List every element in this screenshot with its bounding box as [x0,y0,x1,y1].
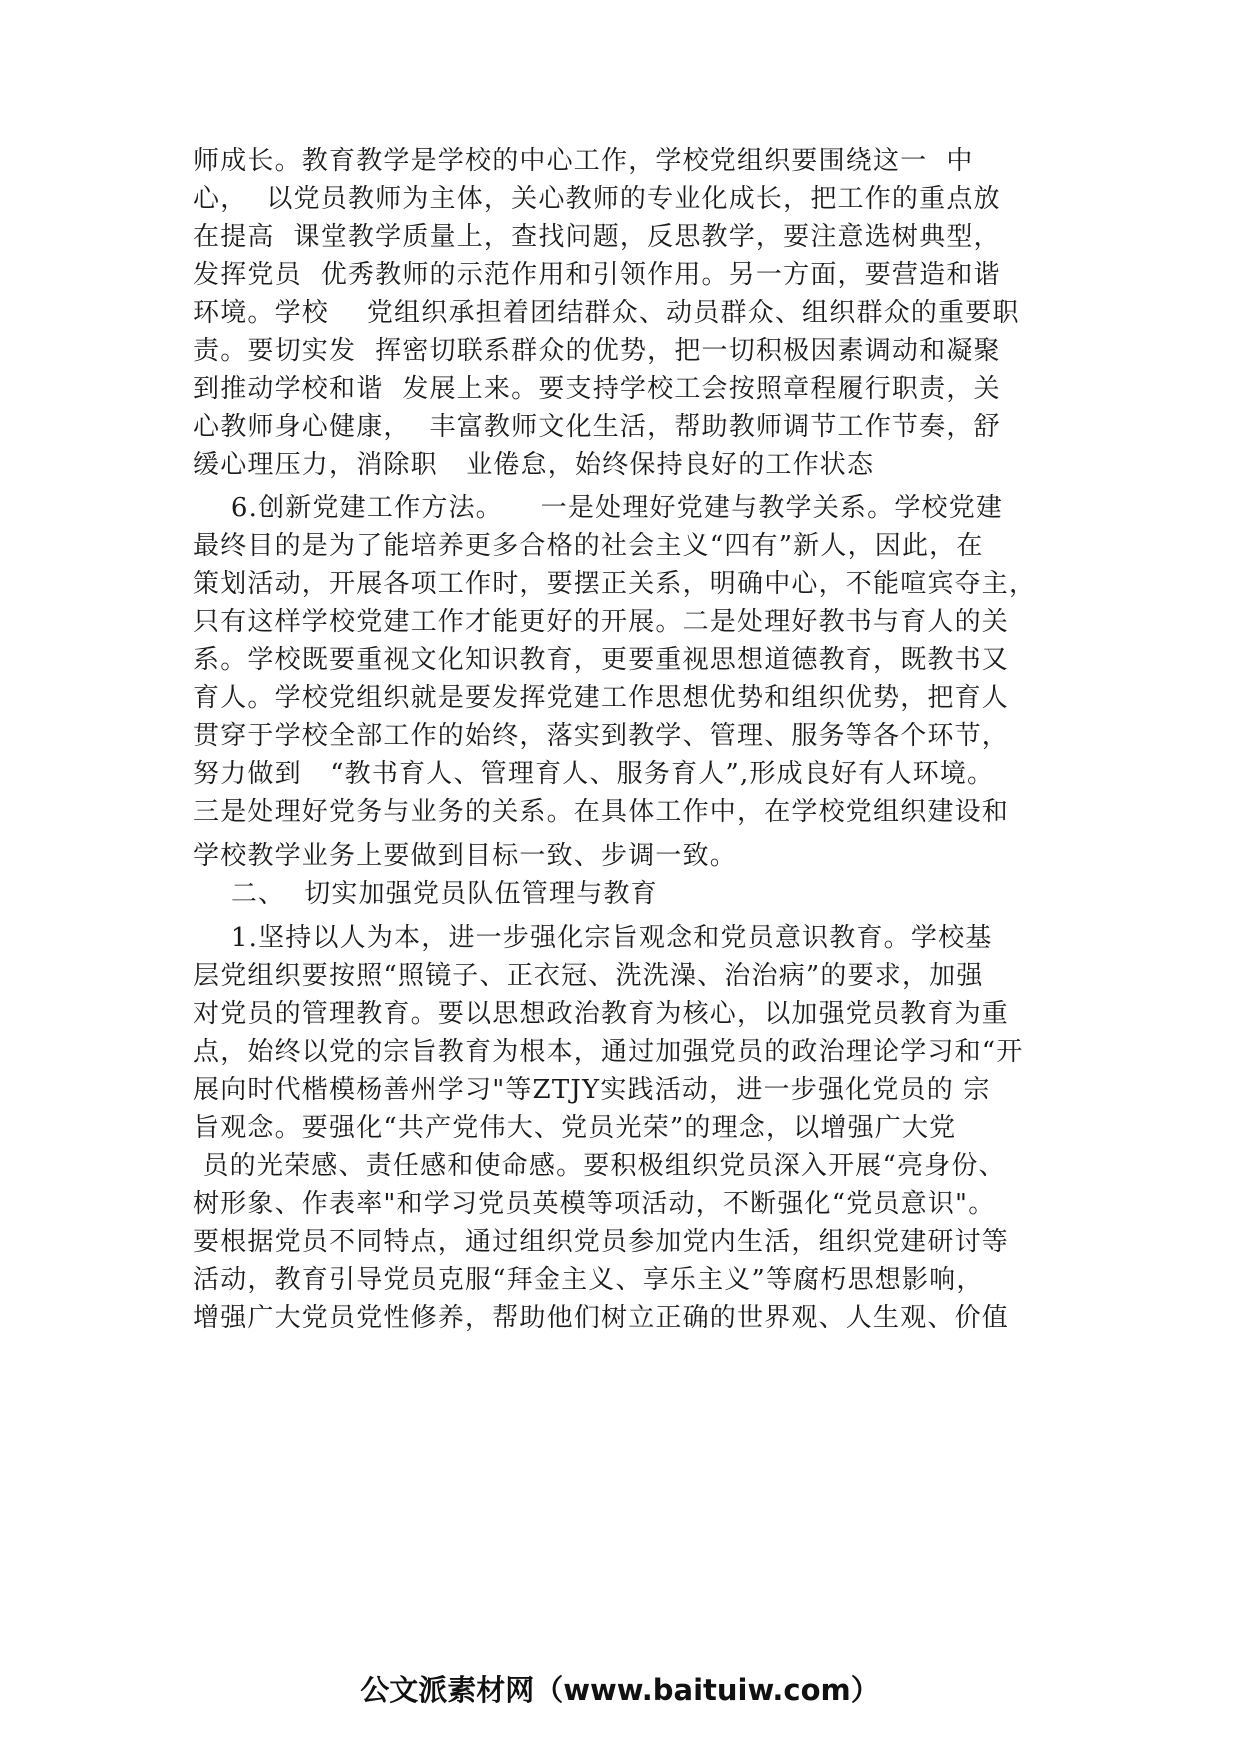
text-line: 对党员的管理教育。要以思想政治教育为核心，以加强党员教育为重 [193,999,1010,1029]
text-line: 点，始终以党的宗旨教育为根本，通过加强党员的政治理论学习和“开 [193,1037,1024,1067]
text-line: 增强广大党员党性修养，帮助他们树立正确的世界观、人生观、价值 [193,1303,1010,1333]
text-line: 三是处理好党务与业务的关系。在具体工作中，在学校党组织建设和 [193,797,1010,827]
text-line: 育人。学校党组织就是要发挥党建工作思想优势和组织优势，把育人 [193,683,1010,713]
text-line: 努力做到 “教书育人、管理育人、服务育人”,形成良好有人环境。 [193,759,995,789]
text-line: 要根据党员不同特点，通过组织党员参加党内生活，组织党建研讨等 [193,1227,1010,1257]
text-line: 策划活动，开展各项工作时，要摆正关系，明确中心，不能喧宾夺主， [193,569,1037,599]
text-line: 员的光荣感、责任感和使命感。要积极组织党员深入开展“亮身份、 [193,1151,1006,1181]
text-line: 最终目的是为了能培养更多合格的社会主义“四有”新人，因此，在 [193,531,984,561]
text-line: 系。学校既要重视文化知识教育，更要重视思想道德教育，既教书又 [193,645,1010,675]
text-line: 6.创新党建工作方法。 一是处理好党建与教学关系。学校党建 [193,493,1004,523]
text-line: 发挥党员 优秀教师的示范作用和引领作用。另一方面，要营造和谐 [193,260,1001,290]
text-line: 师成长。教育教学是学校的中心工作，学校党组织要围绕这一 中 [193,146,974,176]
text-line: 学校教学业务上要做到目标一致、步调一致。 [193,841,738,871]
footer-watermark: 公文派素材网（www.baituiw.com） [360,1673,880,1707]
text-line: 活动，教育引导党员克服“拜金主义、享乐主义”等腐朽思想影响， [193,1265,984,1295]
text-line: 环境。学校 党组织承担着团结群众、动员群众、组织群众的重要职 [193,298,1020,328]
text-line: 旨观念。要强化“共产党伟大、党员光荣”的理念，以增强广大党 [193,1113,957,1143]
text-line: 责。要切实发 挥密切联系群众的优势，把一切积极因素调动和凝聚 [193,336,1001,366]
text-line: 到推动学校和谐 发展上来。要支持学校工会按照章程履行职责，关 [193,374,1001,404]
text-line: 只有这样学校党建工作才能更好的开展。二是处理好教书与育人的关 [193,607,1010,637]
text-line: 树形象、作表率"和学习党员英模等项活动，不断强化“党员意识"。 [193,1189,996,1219]
text-line: 1.坚持以人为本，进一步强化宗旨观念和党员意识教育。学校基 [193,923,993,953]
text-line: 心教师身心健康， 丰富教师文化生活，帮助教师调节工作节奏，舒 [193,412,1001,442]
text-line: 缓心理压力，消除职 业倦怠，始终保持良好的工作状态 [193,450,875,480]
text-line: 心， 以党员教师为主体，关心教师的专业化成长，把工作的重点放 [193,184,1001,214]
text-line: 在提高 课堂教学质量上，查找问题，反思教学，要注意选树典型， [193,222,1001,252]
text-line: 二、 切实加强党员队伍管理与教育 [193,879,658,909]
text-line: 贯穿于学校全部工作的始终，落实到教学、管理、服务等各个环节， [193,721,1010,751]
text-line: 层党组织要按照“照镜子、正衣冠、洗洗澡、治治病”的要求，加强 [193,961,984,991]
text-line: 展向时代楷模杨善州学习"等ZTJY实践活动，进一步强化党员的 宗 [193,1075,991,1105]
